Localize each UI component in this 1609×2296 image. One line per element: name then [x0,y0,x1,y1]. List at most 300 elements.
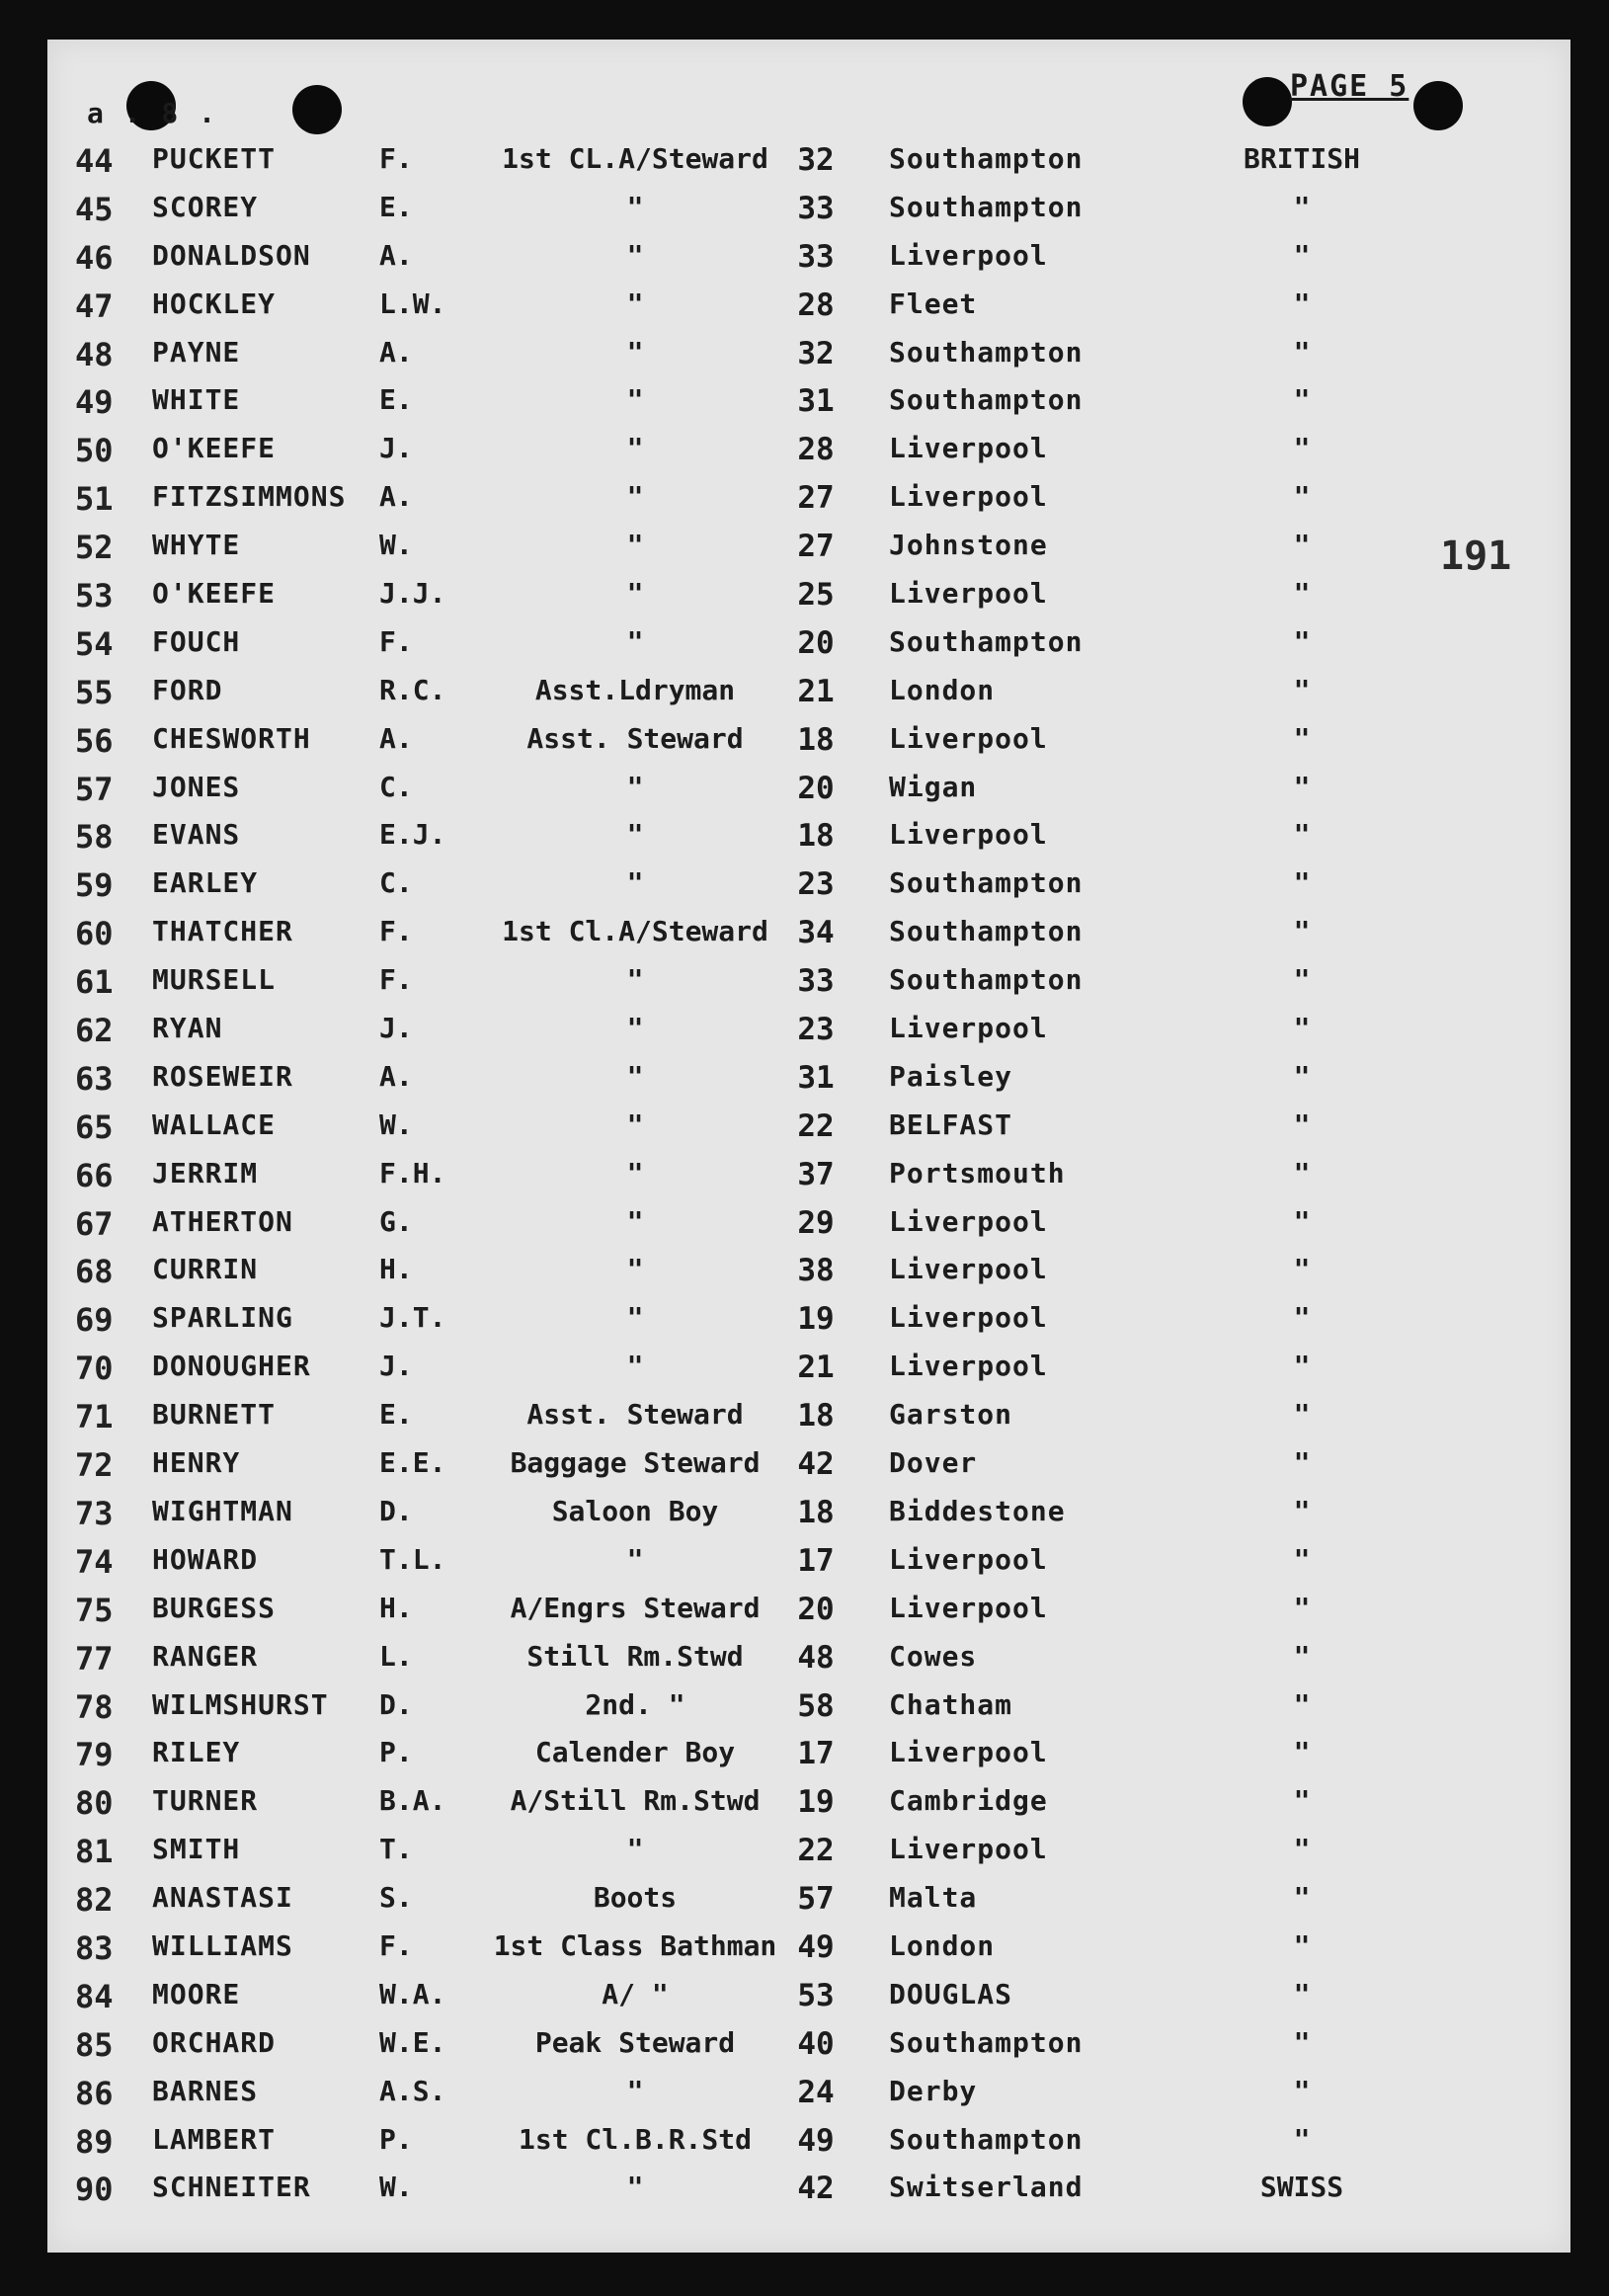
row-number: 66 [75,1156,114,1194]
age: 37 [797,1156,835,1192]
rating: 1st Cl.B.R.Std [518,2122,752,2156]
surname: THATCHER [152,915,293,948]
nationality: " [1293,190,1311,223]
nationality: " [1293,480,1311,514]
address: Cambridge [889,1784,1048,1818]
age: 40 [797,2025,835,2062]
nationality: " [1293,770,1311,803]
age: 21 [797,673,835,709]
nationality: " [1293,1833,1311,1866]
nationality: " [1293,721,1311,755]
rating: " [626,529,644,562]
nationality: " [1293,1784,1311,1818]
crew-row [47,383,1570,432]
crew-row [47,191,1570,239]
nationality: " [1293,432,1311,465]
row-number: 52 [75,529,114,567]
address: Liverpool [889,1736,1048,1769]
address: Chatham [889,1687,1013,1721]
address: Liverpool [889,818,1048,852]
row-number: 57 [75,770,114,808]
initials: A.S. [379,2074,446,2107]
rating: Asst.Ldryman [534,673,736,706]
address: Dover [889,1446,978,1480]
crew-row [47,771,1570,819]
row-number: 45 [75,190,114,228]
surname: O'KEEFE [152,577,277,611]
initials: W. [379,2171,413,2204]
row-number: 82 [75,1881,114,1920]
nationality: " [1293,335,1311,369]
row-number: 49 [75,383,114,422]
age: 19 [797,1301,835,1338]
initials: E. [379,1398,413,1432]
address: BELFAST [889,1107,1013,1141]
address: Liverpool [889,1012,1048,1045]
page-label: PAGE 5 [1290,69,1409,104]
row-number: 65 [75,1107,114,1146]
nationality: " [1293,2074,1311,2107]
crew-row [47,1495,1570,1543]
rating: Boots [593,1881,678,1915]
crew-row [47,1640,1570,1688]
age: 19 [797,1784,835,1821]
surname: FORD [152,673,223,706]
surname: BURGESS [152,1591,277,1624]
rating: " [626,1301,644,1335]
rating: Asst. Steward [526,721,744,755]
crew-row [47,1012,1570,1060]
surname: SCOREY [152,190,259,223]
row-number: 71 [75,1398,114,1436]
rating: " [626,1156,644,1189]
nationality: " [1293,1542,1311,1576]
age: 57 [797,1881,835,1918]
crew-row [47,2026,1570,2075]
age: 32 [797,142,835,178]
crew-row [47,1543,1570,1592]
nationality: " [1293,1398,1311,1432]
nationality: " [1293,1204,1311,1238]
crew-row [47,963,1570,1012]
crew-row [47,1205,1570,1254]
nationality: " [1293,1928,1311,1962]
rating: " [626,577,644,611]
rating: " [626,238,644,272]
age: 18 [797,1398,835,1435]
nationality: " [1293,238,1311,272]
surname: ANASTASI [152,1881,293,1915]
surname: RILEY [152,1736,241,1769]
address: Fleet [889,287,978,320]
surname: BARNES [152,2074,259,2107]
nationality: " [1293,1446,1311,1480]
punch-hole [292,85,342,134]
rating: " [626,963,644,997]
address: Southampton [889,142,1084,175]
row-number: 70 [75,1350,114,1388]
row-number: 80 [75,1784,114,1823]
nationality: " [1293,818,1311,852]
initials: C. [379,770,413,803]
row-number: 81 [75,1833,114,1871]
age: 20 [797,770,835,806]
initials: J. [379,1350,413,1383]
rating: " [626,190,644,223]
initials: R.C. [379,673,446,706]
nationality: " [1293,1012,1311,1045]
surname: TURNER [152,1784,259,1818]
row-number: 59 [75,866,114,905]
nationality: " [1293,1107,1311,1141]
surname: WILMSHURST [152,1687,329,1721]
age: 29 [797,1204,835,1241]
rating: 1st Cl.A/Steward [502,915,768,948]
rating: " [626,1204,644,1238]
crew-row [47,1929,1570,1978]
crew-row [47,239,1570,287]
crew-row [47,1157,1570,1205]
crew-row [47,1060,1570,1108]
row-number: 83 [75,1928,114,1967]
row-number: 51 [75,480,114,519]
nationality: " [1293,1687,1311,1721]
row-number: 68 [75,1253,114,1291]
initials: E.J. [379,818,446,852]
surname: SMITH [152,1833,241,1866]
crew-row [47,2171,1570,2219]
row-number: 84 [75,1977,114,2015]
row-number: 54 [75,624,114,663]
surname: JONES [152,770,241,803]
initials: F. [379,915,413,948]
row-number: 48 [75,335,114,373]
address: Liverpool [889,1591,1048,1624]
surname: WILLIAMS [152,1928,293,1962]
nationality: " [1293,1301,1311,1335]
crew-row [47,480,1570,529]
age: 58 [797,1687,835,1724]
crew-row [47,2075,1570,2123]
initials: D. [379,1494,413,1527]
address: Southampton [889,2025,1084,2059]
surname: FITZSIMMONS [152,480,347,514]
age: 28 [797,432,835,468]
nationality: " [1293,1253,1311,1286]
nationality: " [1293,383,1311,417]
row-number: 61 [75,963,114,1002]
nationality: " [1293,529,1311,562]
crew-row [47,2123,1570,2172]
initials: A. [379,238,413,272]
age: 53 [797,1977,835,2013]
row-number: 56 [75,721,114,760]
address: Liverpool [889,1204,1048,1238]
rating: Saloon Boy [551,1494,719,1527]
crew-row [47,915,1570,963]
address: DOUGLAS [889,1977,1013,2010]
address: Liverpool [889,1301,1048,1335]
initials: A. [379,721,413,755]
rating: " [626,624,644,658]
rating: " [626,866,644,900]
address: Paisley [889,1059,1013,1093]
age: 33 [797,963,835,1000]
address: London [889,673,996,706]
top-marks: a . 8 . [87,97,218,129]
address: Johnstone [889,529,1048,562]
nationality: " [1293,1591,1311,1624]
crew-row [47,1108,1570,1157]
initials: F. [379,624,413,658]
nationality: " [1293,1736,1311,1769]
rating: " [626,2074,644,2107]
rating: 1st Class Bathman [493,1928,777,1962]
surname: FOUCH [152,624,241,658]
address: Switserland [889,2171,1084,2204]
age: 42 [797,1446,835,1483]
age: 17 [797,1736,835,1772]
row-number: 85 [75,2025,114,2064]
crew-row [47,577,1570,625]
nationality: " [1293,1977,1311,2010]
address: Malta [889,1881,978,1915]
nationality: " [1293,1494,1311,1527]
rating: Calender Boy [534,1736,736,1769]
age: 22 [797,1107,835,1144]
age: 23 [797,866,835,903]
address: Liverpool [889,1253,1048,1286]
address: Southampton [889,190,1084,223]
rating: A/Engrs Steward [510,1591,761,1624]
address: Derby [889,2074,978,2107]
crew-row [47,722,1570,771]
nationality: " [1293,1350,1311,1383]
address: Liverpool [889,1542,1048,1576]
crew-row [47,674,1570,722]
age: 49 [797,1928,835,1965]
row-number: 73 [75,1494,114,1532]
age: 18 [797,818,835,855]
surname: MURSELL [152,963,277,997]
initials: C. [379,866,413,900]
surname: RYAN [152,1012,223,1045]
age: 20 [797,624,835,661]
surname: ATHERTON [152,1204,293,1238]
initials: F.H. [379,1156,446,1189]
rating: " [626,818,644,852]
initials: J. [379,1012,413,1045]
age: 31 [797,1059,835,1096]
address: Portsmouth [889,1156,1066,1189]
crew-row [47,1784,1570,1833]
nationality: " [1293,2025,1311,2059]
address: Southampton [889,866,1084,900]
initials: A. [379,335,413,369]
nationality: " [1293,1881,1311,1915]
surname: WALLACE [152,1107,277,1141]
address: Southampton [889,624,1084,658]
crew-list [47,142,1570,2219]
address: Liverpool [889,432,1048,465]
nationality: " [1293,1639,1311,1673]
surname: CHESWORTH [152,721,311,755]
initials: F. [379,963,413,997]
nationality: " [1293,1059,1311,1093]
crew-row [47,625,1570,674]
initials: S. [379,1881,413,1915]
rating: " [626,480,644,514]
address: Liverpool [889,577,1048,611]
row-number: 79 [75,1736,114,1774]
crew-row [47,818,1570,866]
initials: F. [379,1928,413,1962]
address: Southampton [889,2122,1084,2156]
address: Liverpool [889,1350,1048,1383]
address: Liverpool [889,480,1048,514]
address: Liverpool [889,1833,1048,1866]
row-number: 74 [75,1542,114,1581]
crew-row [47,336,1570,384]
initials: E. [379,383,413,417]
surname: SCHNEITER [152,2171,311,2204]
surname: LAMBERT [152,2122,277,2156]
rating: " [626,335,644,369]
side-number: 191 [1440,533,1512,579]
rating: " [626,770,644,803]
initials: E. [379,190,413,223]
surname: MOORE [152,1977,241,2010]
address: Southampton [889,383,1084,417]
age: 33 [797,238,835,275]
row-number: 90 [75,2171,114,2209]
crew-row [47,1398,1570,1446]
rating: " [626,1253,644,1286]
row-number: 58 [75,818,114,857]
initials: J.J. [379,577,446,611]
initials: W. [379,529,413,562]
row-number: 53 [75,577,114,615]
age: 25 [797,577,835,614]
initials: H. [379,1591,413,1624]
crew-row [47,866,1570,915]
age: 48 [797,1639,835,1676]
address: Garston [889,1398,1013,1432]
age: 32 [797,335,835,371]
age: 18 [797,721,835,758]
row-number: 47 [75,287,114,325]
address: Southampton [889,335,1084,369]
rating: " [626,1059,644,1093]
surname: WHITE [152,383,241,417]
surname: PUCKETT [152,142,277,175]
initials: A. [379,480,413,514]
nationality: SWISS [1259,2171,1344,2204]
rating: " [626,1012,644,1045]
surname: WHYTE [152,529,241,562]
age: 28 [797,287,835,323]
initials: J. [379,432,413,465]
rating: " [626,1833,644,1866]
nationality: " [1293,624,1311,658]
rating: " [626,1542,644,1576]
nationality: " [1293,915,1311,948]
rating: A/Still Rm.Stwd [510,1784,761,1818]
row-number: 72 [75,1446,114,1485]
rating: A/ " [602,1977,669,2010]
surname: DONOUGHER [152,1350,311,1383]
crew-row [47,1350,1570,1398]
rating: Baggage Steward [510,1446,761,1480]
surname: ROSEWEIR [152,1059,293,1093]
initials: E.E. [379,1446,446,1480]
nationality: " [1293,673,1311,706]
initials: P. [379,2122,413,2156]
crew-row [47,1881,1570,1929]
nationality: " [1293,963,1311,997]
address: Liverpool [889,238,1048,272]
rating: Asst. Steward [526,1398,744,1432]
age: 27 [797,529,835,565]
rating: " [626,1350,644,1383]
surname: BURNETT [152,1398,277,1432]
crew-row [47,1833,1570,1881]
surname: CURRIN [152,1253,259,1286]
initials: P. [379,1736,413,1769]
age: 42 [797,2171,835,2207]
initials: D. [379,1687,413,1721]
age: 21 [797,1350,835,1386]
rating: " [626,2171,644,2204]
rating: " [626,383,644,417]
crew-row [47,1301,1570,1350]
row-number: 62 [75,1012,114,1050]
rating: 1st CL.A/Steward [502,142,768,175]
age: 49 [797,2122,835,2159]
age: 27 [797,480,835,517]
rating: " [626,1107,644,1141]
initials: F. [379,142,413,175]
age: 22 [797,1833,835,1869]
surname: HOCKLEY [152,287,277,320]
address: Southampton [889,963,1084,997]
age: 23 [797,1012,835,1048]
address: Cowes [889,1639,978,1673]
age: 24 [797,2074,835,2110]
crew-row [47,1688,1570,1737]
crew-row [47,1592,1570,1640]
surname: RANGER [152,1639,259,1673]
nationality: " [1293,287,1311,320]
initials: A. [379,1059,413,1093]
age: 33 [797,190,835,226]
crew-row [47,142,1570,191]
address: Southampton [889,915,1084,948]
surname: SPARLING [152,1301,293,1335]
crew-row [47,1736,1570,1784]
row-number: 44 [75,142,114,180]
document-sheet [47,40,1570,2253]
rating: 2nd. " [585,1687,685,1721]
row-number: 77 [75,1639,114,1678]
crew-row [47,1446,1570,1495]
age: 18 [797,1494,835,1530]
row-number: 86 [75,2074,114,2112]
surname: JERRIM [152,1156,259,1189]
nationality: BRITISH [1243,142,1360,175]
initials: H. [379,1253,413,1286]
surname: WIGHTMAN [152,1494,293,1527]
